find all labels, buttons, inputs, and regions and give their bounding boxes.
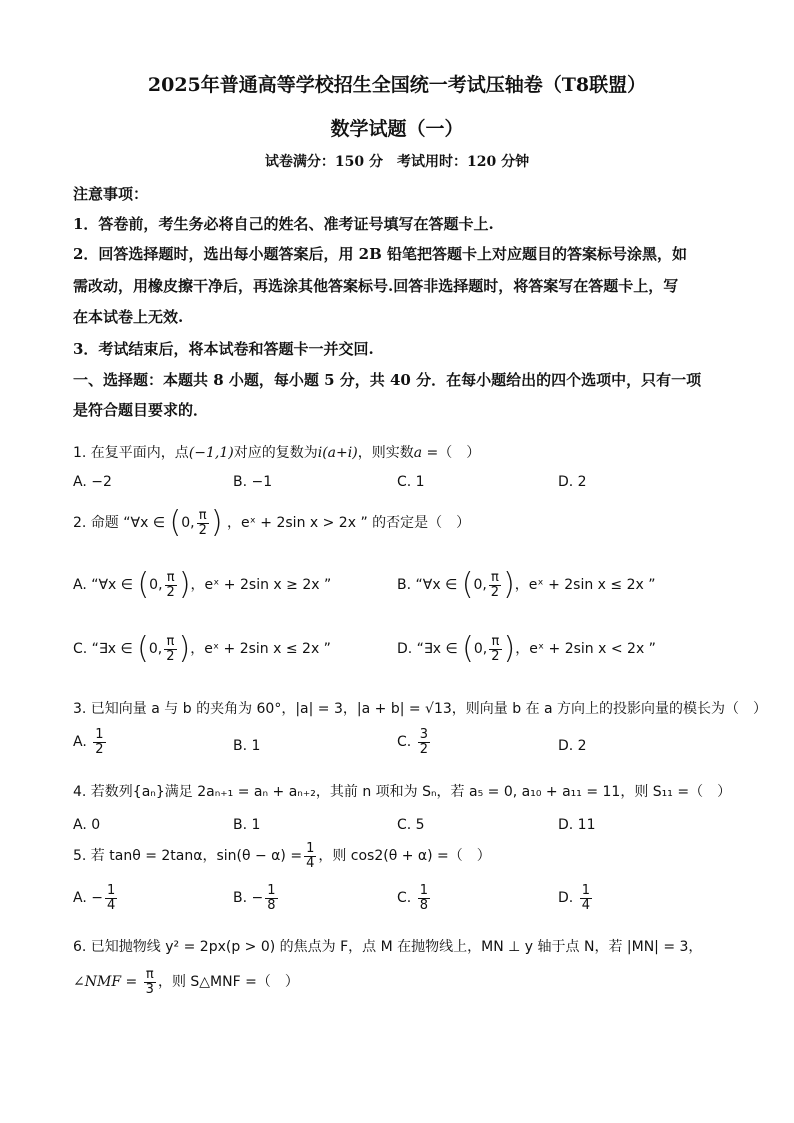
- q1-option-d: D. 2: [558, 474, 587, 490]
- q2-option-d: D. “∃x ∈ (0, $\frac{\pi}{2}$ )，eˣ + 2sin x < 2x ”: [397, 631, 656, 666]
- q4-option-a: A. 0: [73, 817, 101, 833]
- question-2: 2. 命题 “∀x ∈ (0, $\frac{\pi}{2}$ ) ，eˣ + 2sin x > 2x ” 的否定是（ ）: [73, 505, 471, 540]
- question-1: [73, 442, 480, 462]
- q1-option-b: B. −1: [233, 474, 273, 490]
- q4-option-d: D. 11: [558, 817, 596, 833]
- q2-option-b: B. “∀x ∈ (0, $\frac{\pi}{2}$ )，eˣ + 2sin x ≤ 2x ”: [397, 567, 656, 602]
- section-1-heading-cont: 是符合题目要求的．: [73, 401, 209, 419]
- q5-option-c: C. $\frac{1}{8}$: [397, 883, 428, 913]
- note-1: 1．答卷前，考生务必将自己的姓名、准考证号填写在答题卡上.: [73, 215, 494, 233]
- question-4: 4. 若数列{aₙ}满足 2aₙ₊₁ = aₙ + aₙ₊₂，其前 n 项和为 Sₙ，若 a₅ = 0, a₁₀ + a₁₁ = 11，则 S₁₁ =（ ）: [73, 784, 732, 800]
- q1-text-1: 1. 在复平面内，点: [73, 445, 189, 461]
- question-5: 5. 若 tanθ = 2tanα，sin(θ − α) = $\frac{1}{4}$ ，则 cos2(θ + α) =（ ）: [73, 841, 491, 871]
- q1-option-c: C. 1: [397, 474, 425, 490]
- q4-option-b: B. 1: [233, 817, 261, 833]
- section-1-heading: 一、选择题：本题共 8 小题，每小题 5 分，共 40 分．在每小题给出的四个选项中，只有一项: [73, 371, 702, 389]
- q5-option-d: D. $\frac{1}{4}$: [558, 883, 590, 913]
- note-2-line-1: 2．回答选择题时，选出每小题答案后，用 2B 铅笔把答题卡上对应题目的答案标号涂黑，如: [73, 245, 688, 263]
- q2-fraction: $\frac{\pi}{2}$: [198, 507, 207, 538]
- q4-option-c: C. 5: [397, 817, 425, 833]
- question-6-line-1: 6. 已知抛物线 y² = 2px(p > 0) 的焦点为 F，点 M 在抛物线上，MN ⊥ y 轴于点 N，若 |MN| = 3，: [73, 939, 703, 955]
- question-3: 3. 已知向量 a 与 b 的夹角为 60°，|a| = 3，|a + b| = √13，则向量 b 在 a 方向上的投影向量的模长为（ ）: [73, 701, 768, 717]
- q2-option-a: A. “∀x ∈ (0, $\frac{\pi}{2}$ )，eˣ + 2sin x ≥ 2x ”: [73, 567, 332, 602]
- q2-zero: 0,: [181, 515, 195, 531]
- note-2-line-2: 需改动，用橡皮擦干净后，再选涂其他答案标号.回答非选择题时，将答案写在答题卡上，写: [73, 277, 679, 295]
- q2-option-c: C. “∃x ∈ (0, $\frac{\pi}{2}$ )，eˣ + 2sin x ≤ 2x ”: [73, 631, 331, 666]
- notes-heading: 注意事项：: [73, 185, 149, 203]
- q1-point: (−1,1): [188, 445, 234, 461]
- q2-text-2: ，eˣ + 2sin x > 2x ” 的否定是（ ）: [227, 515, 471, 531]
- note-3: 3．考试结束后，将本试卷和答题卡一并交回.: [73, 340, 374, 358]
- q1-text-2: 对应的复数为: [233, 445, 318, 461]
- q1-var: a: [413, 445, 423, 461]
- q1-option-a: A. −2: [73, 474, 112, 490]
- note-2-line-3: 在本试卷上无效.: [73, 308, 184, 326]
- q5-option-a: A. − $\frac{1}{4}$: [73, 883, 116, 913]
- q2-text-1: 2. 命题 “∀x ∈: [73, 515, 166, 531]
- q3-option-b: B. 1: [233, 738, 261, 754]
- q3-option-a: A. $\frac{1}{2}$: [73, 727, 104, 757]
- subject-title: 数学试题（一）: [330, 118, 464, 140]
- exam-meta: 试卷满分：150 分 考试用时：120 分钟: [264, 154, 530, 170]
- q5-option-b: B. − $\frac{1}{8}$: [233, 883, 276, 913]
- exam-title: 2025年普通高等学校招生全国统一考试压轴卷（T8联盟）: [147, 74, 647, 96]
- q1-text-3: ，则实数: [357, 445, 414, 461]
- question-6-line-2: ∠NMF = $\frac{\pi}{3}$ ，则 S△MNF =（ ）: [73, 967, 299, 997]
- q5-fraction: $\frac{1}{4}$: [306, 841, 315, 871]
- q1-text-4: =（ ）: [422, 445, 481, 461]
- q1-complex: i(a+i): [317, 445, 358, 461]
- q3-option-c: C. $\frac{3}{2}$: [397, 727, 428, 757]
- q3-option-d: D. 2: [558, 738, 587, 754]
